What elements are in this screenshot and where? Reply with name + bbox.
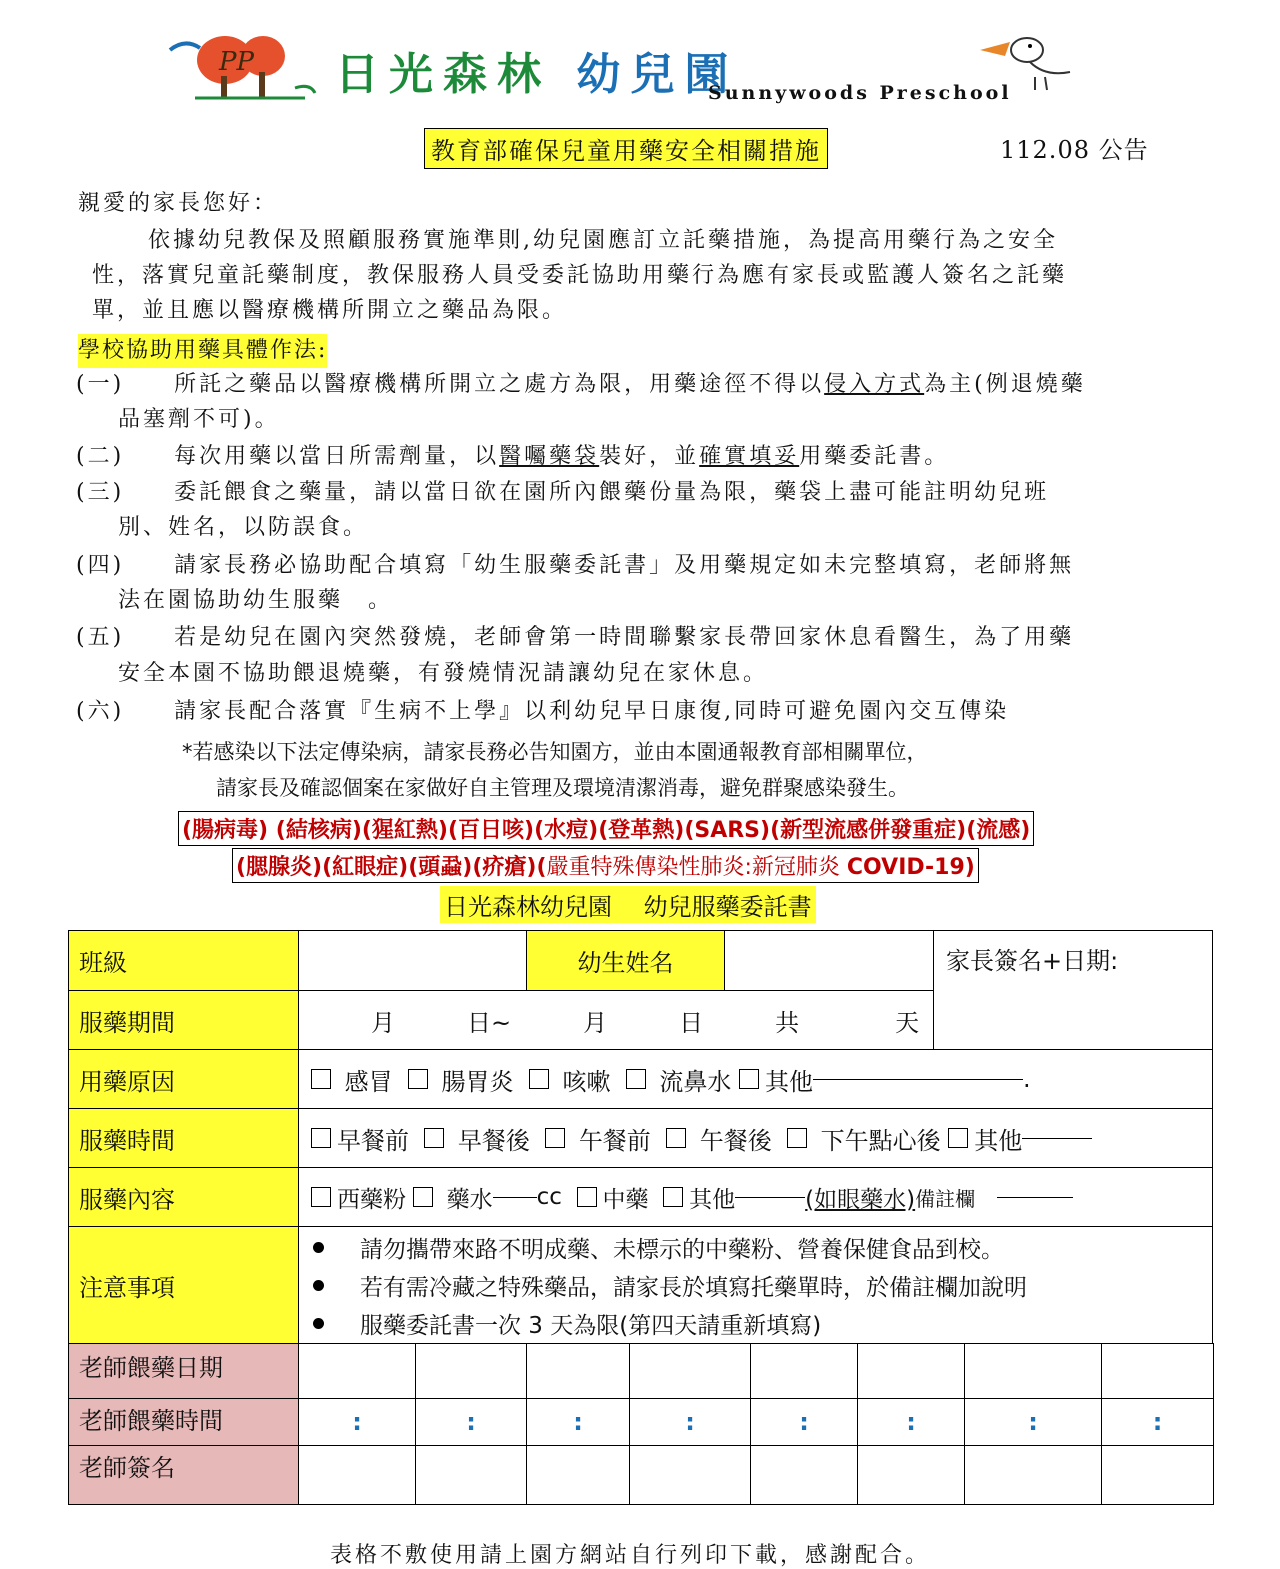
teacher-date-cell[interactable] (750, 1343, 858, 1399)
practice-item-4-cont: 法在園協助幼生服藥 。 (118, 588, 394, 613)
practice-item-3-cont: 別、姓名，以防誤食。 (118, 515, 369, 540)
teacher-time-cell[interactable]: : (964, 1398, 1102, 1446)
content-other-blank[interactable] (735, 1197, 805, 1198)
tree-logo-icon (165, 28, 335, 103)
notes-list (298, 1226, 1213, 1344)
time-checkbox-before-breakfast[interactable] (311, 1128, 331, 1148)
teacher-date-cell[interactable] (857, 1343, 965, 1399)
teacher-time-cell[interactable]: : (857, 1398, 965, 1446)
disease-list-2: (腮腺炎)(紅眼症)(頭蝨)(疥瘡)(嚴重特殊傳染性肺炎:新冠肺炎 COVID-19) (232, 848, 979, 883)
practice-item-4: (四) 請家長務必協助配合填寫「幼生服藥委託書」及用藥規定如未完整填寫，老師將無 (76, 553, 1075, 578)
teacher-time-cell[interactable]: : (1101, 1398, 1214, 1446)
reason-options: 感冒 腸胃炎 咳嗽 流鼻水 其他 . (298, 1049, 1213, 1109)
content-checkbox-powder[interactable] (311, 1187, 331, 1207)
teacher-time-cell[interactable]: : (526, 1398, 630, 1446)
footer-note: 表格不敷使用請上園方網站自行列印下載，感謝配合。 (330, 1543, 931, 1568)
teacher-date-cell[interactable] (964, 1343, 1102, 1399)
teacher-time-cell[interactable]: : (298, 1398, 416, 1446)
logo-subtitle: Sunnywoods Preschool (708, 82, 1012, 104)
greeting: 親愛的家長您好： (78, 191, 279, 216)
time-other-blank[interactable] (1022, 1138, 1092, 1139)
period-label: 服藥期間 (68, 990, 299, 1050)
intro-line-2: 性，落實兒童託藥制度，教保服務人員受委託協助用藥行為應有家長或監護人簽名之託藥 (92, 263, 1068, 288)
time-checkbox-after-breakfast[interactable] (424, 1128, 444, 1148)
reason-other-blank[interactable] (813, 1079, 1023, 1080)
note-item: 服藥委託書一次 3 天為限(第四天請重新填寫) (299, 1304, 1212, 1342)
teacher-sign-cell[interactable] (750, 1445, 858, 1505)
notes-label: 注意事項 (68, 1226, 299, 1344)
time-label: 服藥時間 (68, 1108, 299, 1168)
teacher-sign-label: 老師簽名 (68, 1445, 299, 1505)
content-cc-blank[interactable] (493, 1197, 537, 1198)
disease-list-1: (腸病毒) (結核病)(猩紅熱)(百日咳)(水痘)(登革熱)(SARS)(新型流感併發重症)(流感) (178, 811, 1034, 846)
content-checkbox-other[interactable] (663, 1187, 683, 1207)
teacher-date-label: 老師餵藥日期 (68, 1343, 299, 1399)
teacher-date-cell[interactable] (415, 1343, 527, 1399)
notice-number: 112.08 公告 (1000, 136, 1149, 164)
teacher-sign-cell[interactable] (1101, 1445, 1214, 1505)
period-field[interactable]: 月 日~ 月 日 共 天 (298, 990, 934, 1050)
content-checkbox-chinese[interactable] (577, 1187, 597, 1207)
logo (165, 28, 335, 103)
practice-item-3: (三) 委託餵食之藥量，請以當日欲在園所內餵藥份量為限，藥袋上盡可能註明幼兒班 (76, 480, 1050, 505)
reason-checkbox-cough[interactable] (529, 1069, 549, 1089)
teacher-sign-cell[interactable] (526, 1445, 630, 1505)
time-checkbox-other[interactable] (948, 1128, 968, 1148)
practices-title: 學校協助用藥具體作法: (78, 334, 327, 368)
svg-text:PP: PP (219, 47, 254, 77)
time-checkbox-before-lunch[interactable] (545, 1128, 565, 1148)
time-checkbox-after-snack[interactable] (787, 1128, 807, 1148)
time-checkbox-after-lunch[interactable] (666, 1128, 686, 1148)
parent-signature-label: 家長簽名+日期: (946, 947, 1119, 975)
form-title: 日光森林幼兒園 幼兒服藥委託書 (440, 886, 816, 923)
disease-note-2: 請家長及確認個案在家做好自主管理及環境清潔消毒，避免群聚感染發生。 (216, 776, 909, 800)
content-options: 西藥粉 藥水 cc 中藥 其他 (如眼藥水) 備註欄 (298, 1167, 1213, 1227)
teacher-sign-cell[interactable] (964, 1445, 1102, 1505)
teacher-sign-cell[interactable] (298, 1445, 416, 1505)
teacher-date-cell[interactable] (526, 1343, 630, 1399)
parent-signature-field[interactable] (933, 930, 1213, 1050)
note-item: 請勿攜帶來路不明成藥、未標示的中藥粉、營養保健食品到校。 (299, 1228, 1212, 1266)
logo-title: 日光森林 幼兒園 (335, 49, 739, 100)
teacher-sign-cell[interactable] (629, 1445, 751, 1505)
page-title: 教育部確保兒童用藥安全相關措施 (424, 128, 828, 169)
practice-item-5-cont: 安全本園不協助餵退燒藥，有發燒情況請讓幼兒在家休息。 (118, 661, 769, 686)
child-name-field[interactable] (724, 930, 934, 991)
reason-checkbox-cold[interactable] (311, 1069, 331, 1089)
child-name-label: 幼生姓名 (526, 930, 725, 991)
disease-note-1: *若感染以下法定傳染病，請家長務必告知園方，並由本園通報教育部相關單位， (182, 740, 928, 764)
class-field[interactable] (298, 930, 527, 991)
reason-label: 用藥原因 (68, 1049, 299, 1109)
teacher-date-cell[interactable] (298, 1343, 416, 1399)
class-label: 班級 (68, 930, 299, 991)
teacher-time-cell[interactable]: : (629, 1398, 751, 1446)
reason-checkbox-runny-nose[interactable] (626, 1069, 646, 1089)
teacher-sign-cell[interactable] (415, 1445, 527, 1505)
time-options: 早餐前 早餐後 午餐前 午餐後 下午點心後 其他 (298, 1108, 1213, 1168)
content-label: 服藥內容 (68, 1167, 299, 1227)
reason-checkbox-other[interactable] (739, 1069, 759, 1089)
teacher-time-cell[interactable]: : (750, 1398, 858, 1446)
teacher-sign-cell[interactable] (857, 1445, 965, 1505)
remark-blank[interactable] (997, 1197, 1073, 1198)
teacher-date-cell[interactable] (629, 1343, 751, 1399)
content-checkbox-liquid[interactable] (413, 1187, 433, 1207)
note-item: 若有需冷藏之特殊藥品，請家長於填寫托藥單時，於備註欄加說明 (299, 1266, 1212, 1304)
practice-item-1: (一) 所託之藥品以醫療機構所開立之處方為限，用藥途徑不得以侵入方式為主(例退燒藥 (76, 372, 1086, 397)
intro-line-3: 單，並且應以醫療機構所開立之藥品為限。 (92, 298, 568, 323)
teacher-time-label: 老師餵藥時間 (68, 1398, 299, 1446)
practice-item-1-cont: 品塞劑不可)。 (118, 407, 280, 432)
teacher-time-cell[interactable]: : (415, 1398, 527, 1446)
teacher-date-cell[interactable] (1101, 1343, 1214, 1399)
practice-item-6: (六) 請家長配合落實『生病不上學』以利幼兒早日康復,同時可避免園內交互傳染 (76, 699, 1010, 724)
practice-item-2: (二) 每次用藥以當日所需劑量，以醫囑藥袋裝好，並確實填妥用藥委託書。 (76, 444, 950, 469)
intro-line-1: 依據幼兒教保及照顧服務實施準則,幼兒園應訂立託藥措施，為提高用藥行為之安全 (148, 228, 1058, 253)
reason-checkbox-gastro[interactable] (408, 1069, 428, 1089)
practice-item-5: (五) 若是幼兒在園內突然發燒，老師會第一時間聯繫家長帶回家休息看醫生，為了用藥 (76, 625, 1075, 650)
